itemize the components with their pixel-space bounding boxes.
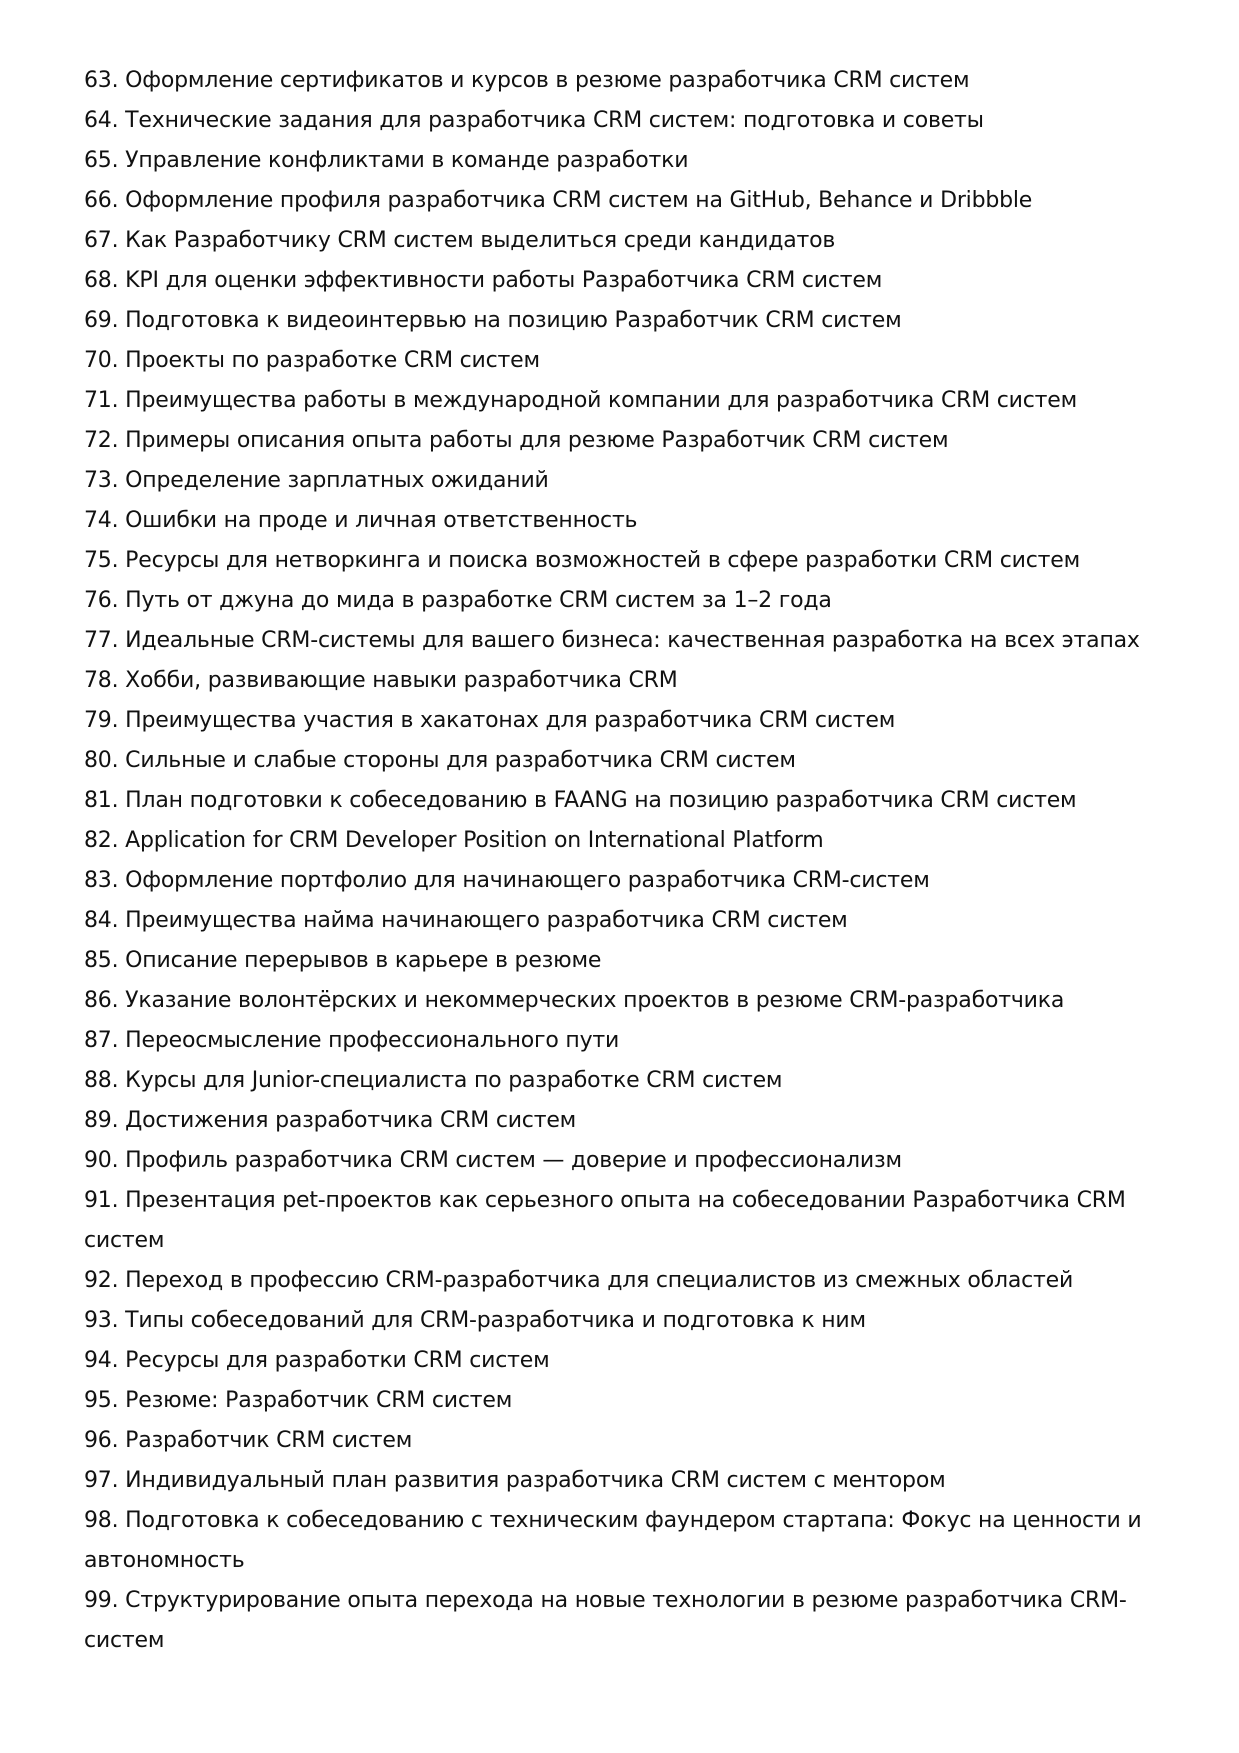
list-item: 77. Идеальные CRM-системы для вашего бизнеса: качественная разработка на всех этапах — [84, 628, 1140, 653]
list-item: 69. Подготовка к видеоинтервью на позицию Разработчик CRM систем — [84, 308, 902, 333]
list-item: 99. Структурирование опыта перехода на новые технологии в резюме разработчика CRM-систем — [84, 1588, 1127, 1653]
list-item: 93. Типы собеседований для CRM-разработчика и подготовка к ним — [84, 1308, 866, 1333]
list-item: 96. Разработчик CRM систем — [84, 1428, 413, 1453]
topic-list — [84, 61, 1164, 1661]
list-item: 75. Ресурсы для нетворкинга и поиска возможностей в сфере разработки CRM систем — [84, 548, 1080, 573]
list-item: 64. Технические задания для разработчика CRM систем: подготовка и советы — [84, 108, 984, 133]
list-item: 70. Проекты по разработке CRM систем — [84, 348, 540, 373]
list-item: 78. Хобби, развивающие навыки разработчика CRM — [84, 668, 678, 693]
list-item: 85. Описание перерывов в карьере в резюме — [84, 948, 602, 973]
document-page — [84, 61, 1164, 1661]
list-item: 67. Как Разработчику CRM систем выделиться среди кандидатов — [84, 228, 836, 253]
list-item: 76. Путь от джуна до мида в разработке CRM систем за 1–2 года — [84, 588, 832, 613]
list-item: 97. Индивидуальный план развития разработчика CRM систем с ментором — [84, 1468, 946, 1493]
list-item: 72. Примеры описания опыта работы для резюме Разработчик CRM систем — [84, 428, 949, 453]
list-item: 74. Ошибки на проде и личная ответственность — [84, 508, 638, 533]
list-item: 87. Переосмысление профессионального пути — [84, 1028, 620, 1053]
list-item: 65. Управление конфликтами в команде разработки — [84, 148, 689, 173]
list-item: 90. Профиль разработчика CRM систем — доверие и профессионализм — [84, 1148, 902, 1173]
list-item: 71. Преимущества работы в международной компании для разработчика CRM систем — [84, 388, 1078, 413]
list-item: 91. Презентация pet-проектов как серьезного опыта на собеседовании Разработчика CRM систем — [84, 1188, 1126, 1253]
list-item: 79. Преимущества участия в хакатонах для разработчика CRM систем — [84, 708, 896, 733]
list-item: 89. Достижения разработчика CRM систем — [84, 1108, 577, 1133]
list-item: 98. Подготовка к собеседованию с техническим фаундером стартапа: Фокус на ценности и автономность — [84, 1508, 1142, 1573]
list-item: 82. Application for CRM Developer Position on International Platform — [84, 828, 824, 853]
list-item: 95. Резюме: Разработчик CRM систем — [84, 1388, 513, 1413]
list-item: 66. Оформление профиля разработчика CRM систем на GitHub, Behance и Dribbble — [84, 188, 1033, 213]
list-item: 92. Переход в профессию CRM-разработчика для специалистов из смежных областей — [84, 1268, 1074, 1293]
list-item: 94. Ресурсы для разработки CRM систем — [84, 1348, 550, 1373]
list-item: 88. Курсы для Junior-специалиста по разработке CRM систем — [84, 1068, 783, 1093]
list-item: 63. Оформление сертификатов и курсов в резюме разработчика CRM систем — [84, 68, 970, 93]
list-item: 73. Определение зарплатных ожиданий — [84, 468, 549, 493]
list-item: 80. Сильные и слабые стороны для разработчика CRM систем — [84, 748, 796, 773]
list-item: 81. План подготовки к собеседованию в FAANG на позицию разработчика CRM систем — [84, 788, 1077, 813]
list-item: 68. KPI для оценки эффективности работы Разработчика CRM систем — [84, 268, 883, 293]
list-item: 86. Указание волонтёрских и некоммерческих проектов в резюме CRM-разработчика — [84, 988, 1065, 1013]
list-item: 83. Оформление портфолио для начинающего разработчика CRM-систем — [84, 868, 930, 893]
list-item: 84. Преимущества найма начинающего разработчика CRM систем — [84, 908, 848, 933]
